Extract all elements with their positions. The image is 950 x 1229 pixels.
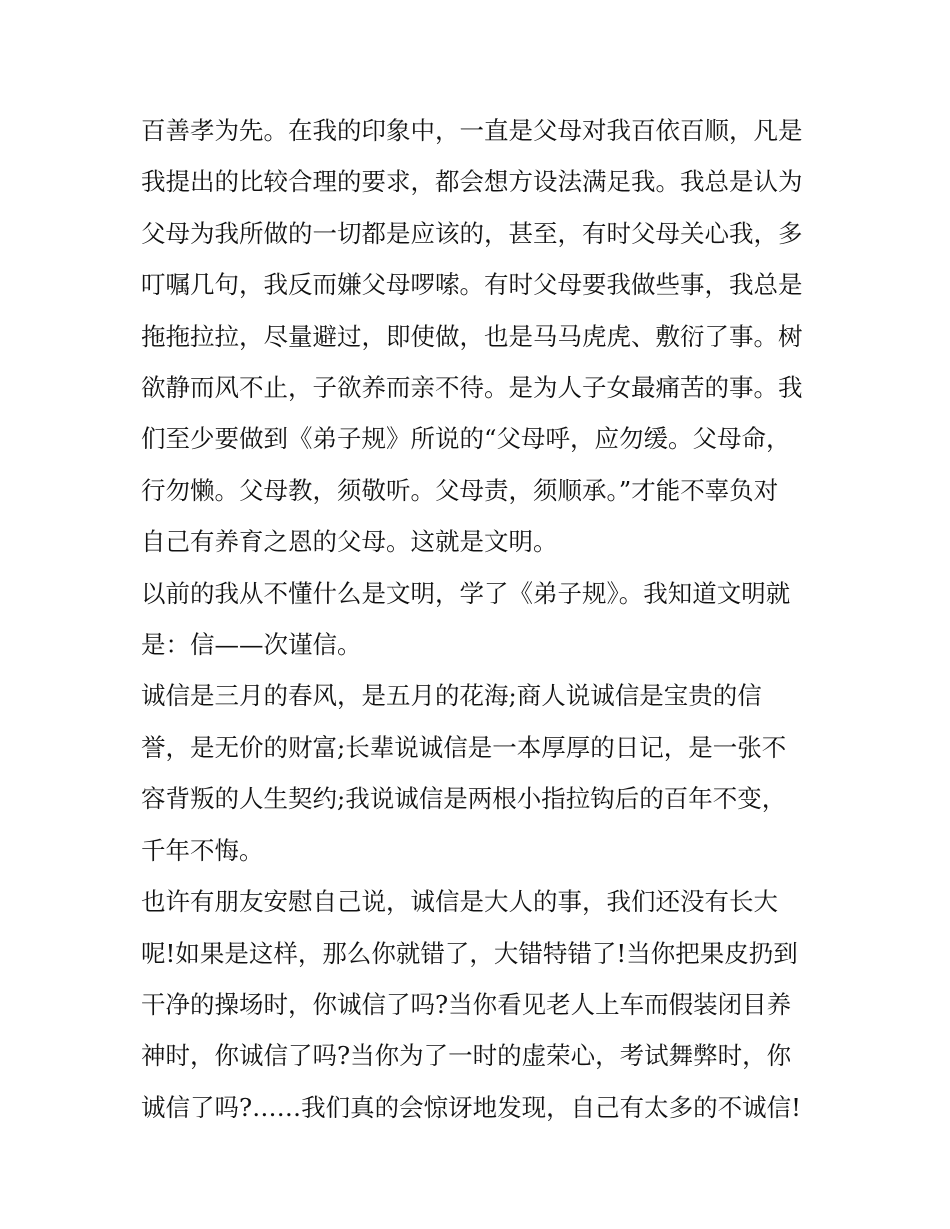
text-line: 也许有朋友安慰自己说，诚信是大人的事，我们还没有长大	[141, 887, 778, 917]
text-line: 容背叛的人生契约;我说诚信是两根小指拉钩后的百年不变，	[141, 784, 787, 814]
paragraph-integrity-questions	[141, 876, 821, 1133]
paragraph-filial-piety	[141, 105, 821, 568]
text-line: 欲静而风不止，子欲养而亲不待。是为人子女最痛苦的事。我	[141, 373, 803, 403]
text-line: 是：信——次谨信。	[141, 630, 362, 660]
text-line: 干净的操场时，你诚信了吗?当你看见老人上车而假装闭目养	[141, 989, 792, 1019]
text-line: 神时，你诚信了吗?当你为了一时的虚荣心，考试舞弊时，你	[141, 1041, 792, 1071]
paragraph-integrity-metaphor	[141, 670, 821, 876]
text-line: 呢!如果是这样，那么你就错了，大错特错了!当你把果皮扔到	[141, 938, 798, 968]
text-line: 自己有养育之恩的父母。这就是文明。	[141, 527, 558, 557]
text-line: 以前的我从不懂什么是文明，学了《弟子规》。我知道文明就	[141, 578, 791, 608]
text-line: 誉，是无价的财富;长辈说诚信是一本厚厚的日记，是一张不	[141, 732, 787, 762]
text-line: 父母为我所做的一切都是应该的，甚至，有时父母关心我，多	[141, 218, 803, 248]
text-line: 拖拖拉拉，尽量避过，即使做，也是马马虎虎、敷衍了事。树	[141, 321, 803, 351]
text-line: 百善孝为先。在我的印象中，一直是父母对我百依百顺，凡是	[141, 116, 803, 145]
paragraph-civility	[141, 568, 821, 671]
text-line: 我提出的比较合理的要求，都会想方设法满足我。我总是认为	[141, 167, 803, 197]
text-line: 叮嘱几句，我反而嫌父母啰嗦。有时父母要我做些事，我总是	[141, 270, 803, 300]
text-line: 千年不悔。	[141, 835, 264, 865]
text-line: 诚信是三月的春风，是五月的花海;商人说诚信是宝贵的信	[141, 681, 762, 711]
document-body	[141, 105, 821, 1133]
text-line: 们至少要做到《弟子规》所说的“父母呼，应勿缓。父母命，	[141, 424, 791, 454]
text-line: 诚信了吗?……我们真的会惊讶地发现，自己有太多的不诚信!	[141, 1092, 801, 1122]
text-line: 行勿懒。父母教，须敬听。父母责，须顺承。”才能不辜负对	[141, 475, 779, 505]
